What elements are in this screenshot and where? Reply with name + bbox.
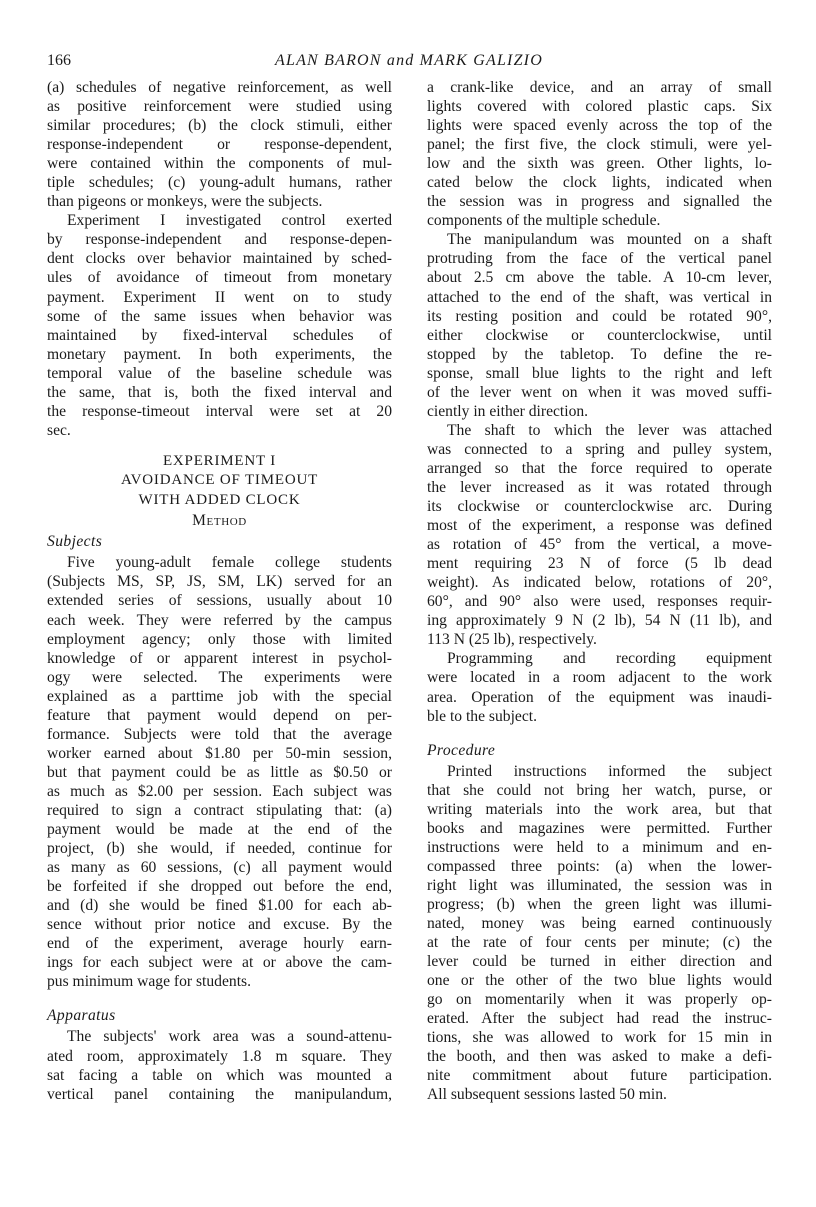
text-line: panel; the first five, the clock stimuli, were yel- [427,136,772,154]
subsection-heading: Apparatus [47,1007,116,1025]
text-line: ciently in either direction. [427,402,589,420]
text-line: (a) schedules of negative reinforcement, as well [47,79,392,96]
text-line: were contained within the components of mul- [47,155,392,173]
text-line: stopped by the tabletop. To define the re- [427,345,772,363]
text-line: ment requiring 23 N of force (5 lb dead [427,555,772,573]
text-line: Printed instructions informed the subject [447,762,772,780]
text-line: ings for each subject were at or above the cam- [47,954,392,972]
text-line: be forfeited if she dropped out before the end, [47,878,392,896]
text-line: tiple schedules; (c) young-adult humans, rather [47,174,392,192]
text-line: compassed three points: (a) when the lower- [427,857,772,875]
text-line: right light was illuminated, the session was in [427,876,772,894]
text-line: lever could be turned in either direction and [427,953,772,971]
heading-line: WITH ADDED CLOCK [138,491,301,508]
text-line: worker earned about $1.80 per 50-min session, [47,744,392,762]
text-line: a crank-like device, and an array of small [427,79,772,96]
running-head-authors: ALAN BARON and MARK GALIZIO [275,52,543,69]
text-line: project, (b) she would, if needed, continue for [47,840,392,858]
text-line: the lever increased as it was rotated through [427,478,772,496]
text-line: than pigeons or monkeys, were the subjects. [47,193,323,211]
text-line: writing materials into the work area, but that [427,800,772,818]
text-line: books and magazines were permitted. Further [427,819,772,837]
text-line: its resting position and could be rotated 90°, [427,307,772,325]
text-line: sponse, small blue lights to the right and left [427,364,772,382]
text-line: required to sign a contract stipulating that: (a) [47,802,392,819]
text-line: sat facing a table on which was mounted a [47,1066,392,1084]
heading-line: AVOIDANCE OF TIMEOUT [120,472,319,489]
text-line: instructions were held to a minimum and en- [427,838,772,856]
paragraph [47,553,392,991]
text-line: payment would be made at the end of the [47,821,392,839]
text-line: knowledge of or apparent interest in psychol- [47,649,392,667]
text-line: low and the sixth was green. Other lights, lo- [427,155,772,173]
text-line: either clockwise or counterclockwise, until [427,326,772,344]
text-line: employment agency; only those with limited [47,630,392,648]
text-line: of the lever went on when it was moved suffi- [427,383,772,401]
left-column [47,78,392,1104]
text-line: erated. After the subject had read the instruc- [427,1010,772,1028]
text-line: The subjects' work area was a sound-attenu- [67,1028,392,1046]
paragraph [427,230,772,420]
text-line: The shaft to which the lever was attached [447,421,772,439]
text-line: lights covered with colored plastic caps. Six [427,98,772,116]
text-line: explained as a parttime job with the special [47,687,392,705]
text-line: by response-independent and response-depen- [47,231,392,249]
text-line: Experiment I investigated control exerted [67,212,392,230]
text-line: was connected to a spring and pulley system, [427,440,772,458]
text-line: sence without prior notice and excuse. By the [47,916,392,934]
text-line: formance. Subjects were told that the average [47,725,392,743]
text-line: area. Operation of the equipment was inaudi- [427,688,772,706]
text-line: but that payment could be as little as $0.50 or [47,763,392,781]
text-line: the booth, and then was asked to make a defi- [427,1048,772,1066]
text-line: as much as $2.00 per session. Each subject was [47,782,392,800]
text-line: cated below the clock lights, indicated when [427,174,772,192]
text-line: payment. Experiment II went on to study [47,288,392,306]
text-line: as many as 60 sessions, (c) all payment would [47,859,392,877]
page-number: 166 [47,52,71,69]
text-line: All subsequent sessions lasted 50 min. [427,1086,667,1104]
text-line: ing approximately 9 N (2 lb), 54 N (11 lb), and [427,612,772,630]
paragraph [427,649,772,725]
text-line: ogy were selected. The experiments were [47,668,392,686]
method-heading: Method [192,512,247,530]
text-line: 60°, and 90° also were used, responses requir- [427,593,772,611]
paragraph [47,78,392,211]
text-line: weight). As indicated below, rotations of 20°, [427,574,772,592]
text-line: ble to the subject. [427,707,537,725]
text-line: as positive reinforcement were studied using [47,98,392,116]
text-line: were located in a room adjacent to the work [427,669,772,687]
text-line: tions, she was allowed to work for 15 min in [427,1029,772,1047]
text-line: nated, money was being earned continuously [427,914,772,932]
text-line: lights were spaced evenly across the top of the [427,117,772,135]
text-line: at the rate of four cents per minute; (c) the [427,934,772,952]
text-line: Five young-adult female college students [67,554,392,572]
text-line: The manipulandum was mounted on a shaft [447,231,772,249]
text-line: feature that payment would depend on per- [47,706,392,724]
text-line: 113 N (25 lb), respectively. [427,631,597,649]
text-line: maintained by fixed-interval schedules of [47,326,392,344]
text-line: extended series of sessions, usually about 10 [47,592,392,610]
text-line: temporal value of the baseline schedule was [47,364,392,382]
text-line: as rotation of 45° from the vertical, a move- [427,536,772,554]
paragraph [47,1027,392,1103]
heading-line: EXPERIMENT I [162,452,277,469]
text-line: one or the other of the two blue lights would [427,972,772,990]
text-line: the session was in progress and signalled the [427,193,772,211]
right-column [427,78,772,1104]
running-header [47,52,771,72]
text-line: go on momentarily when it was properly op- [427,991,772,1009]
section-heading [47,452,392,511]
text-line: most of the experiment, a response was defined [427,517,772,535]
text-line: pus minimum wage for students. [47,973,251,991]
paragraph [47,211,392,440]
text-line: protruding from the face of the vertical panel [427,250,772,268]
text-line: similar procedures; (b) the clock stimuli, either [47,117,392,135]
text-line: monetary payment. In both experiments, the [47,345,392,363]
text-line: nite commitment about future participation. [427,1067,772,1085]
text-line: its clockwise or counterclockwise arc. During [427,498,772,516]
paragraph [427,762,772,1105]
subsection-heading: Subjects [47,533,103,551]
text-line: the response-timeout interval were set at 20 [47,402,392,420]
text-line: arranged so that the force required to operate [427,459,772,477]
text-line: response-independent or response-dependent, [47,136,392,154]
text-line: that she could not bring her watch, purse, or [427,781,772,799]
text-line: the same, that is, both the fixed interval and [47,383,392,401]
text-line: components of the multiple schedule. [427,212,661,230]
text-line: end of the experiment, average hourly earn- [47,935,392,953]
text-line: Programming and recording equipment [447,650,772,668]
paragraph [427,421,772,650]
text-line: dent clocks over behavior maintained by sched- [47,250,392,268]
subsection-heading: Procedure [427,741,496,759]
text-line: and (d) she would be fined $1.00 for each ab- [47,897,392,915]
text-line: ated room, approximately 1.8 m square. They [47,1047,392,1065]
text-line: (Subjects MS, SP, JS, SM, LK) served for an [47,573,392,591]
text-line: progress; (b) when the green light was illumi- [427,895,772,913]
text-line: sec. [47,421,71,439]
text-line: vertical panel containing the manipulandum, [47,1085,392,1103]
text-line: ules of avoidance of timeout from monetary [47,269,392,287]
text-line: each week. They were referred by the campus [47,611,392,629]
text-line: about 2.5 cm above the table. A 10-cm lever, [427,269,772,287]
text-line: some of the same issues when behavior was [47,307,392,325]
text-line: attached to the end of the shaft, was vertical in [427,288,772,306]
paragraph [427,78,772,230]
